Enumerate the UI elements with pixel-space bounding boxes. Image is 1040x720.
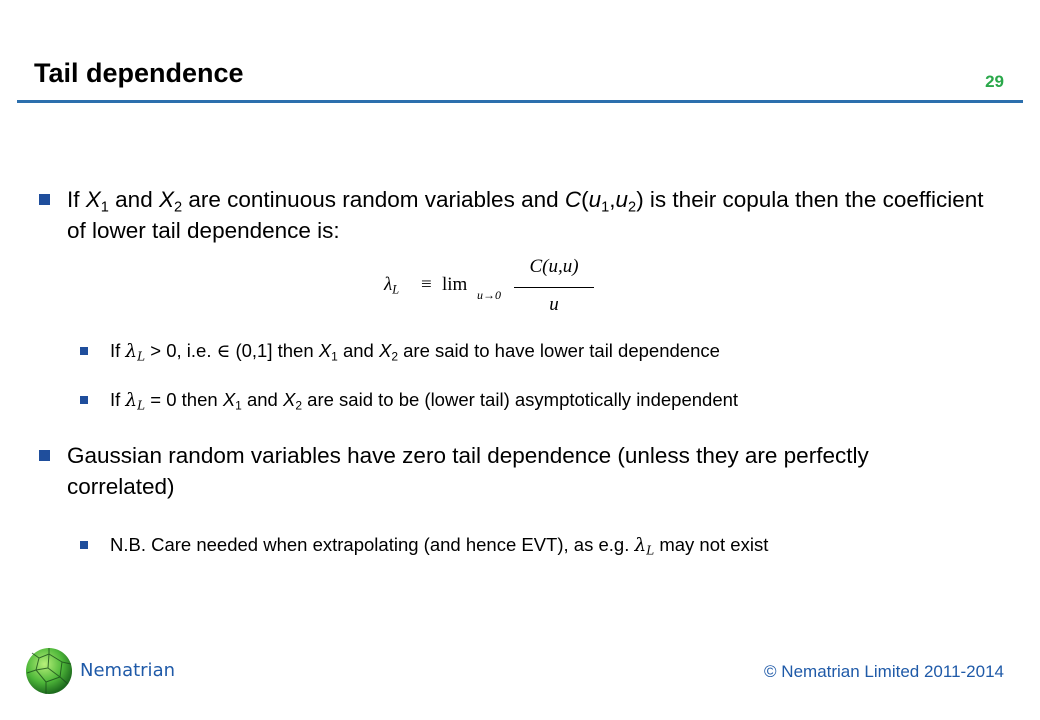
- bullet-text: If $X_1$ and $X_2$ are continuous random variables and $C(u_1,u_2)$ is their copula then the coefficient of lower tail dependence is:: [67, 187, 984, 243]
- copyright-notice: © Nematrian Limited 2011-2014: [764, 662, 1004, 681]
- green-polyhedron-icon: [24, 646, 74, 696]
- subbullet-nb-extrapolation: [80, 533, 980, 558]
- slide-title: Tail dependence: [34, 58, 244, 88]
- bullet-text: If $\lambda_L = 0$ then $X_1$ and $X_2$ are said to be (lower tail) asymptotically independent: [110, 389, 739, 413]
- bullet-gaussian: [39, 440, 939, 502]
- bullet-marker: [80, 396, 88, 404]
- slide-number: 29: [985, 72, 1004, 91]
- formula-equiv: ≡: [421, 274, 432, 295]
- bullet-marker: [80, 347, 88, 355]
- bullet-text: N.B. Care needed when extrapolating (and hence EVT), as e.g. $\lambda_L$ may not exist: [110, 534, 769, 558]
- subbullet-lower-tail-dependence: [80, 339, 980, 364]
- title-rule: [17, 100, 1023, 103]
- formula-lim: lim: [442, 274, 468, 295]
- brand-name: Nematrian: [80, 660, 176, 681]
- bullet-copula-definition: [39, 184, 989, 246]
- tail-dependence-formula: [384, 252, 604, 322]
- bullet-text: Gaussian random variables have zero tail dependence (unless they are perfectly correlated): [67, 443, 869, 499]
- formula-lim-subscript: u→0: [477, 288, 501, 302]
- subbullet-asymptotic-independence: [80, 388, 980, 413]
- formula-denominator: u: [549, 294, 559, 315]
- bullet-text: If $\lambda_L > 0$, i.e. ∈ (0,1] then $X_1$ and $X_2$ are said to have lower tail dependence: [110, 340, 720, 364]
- formula-lambda: $\lambda_L$: [384, 274, 400, 297]
- bullet-marker: [39, 450, 50, 461]
- bullet-marker: [39, 194, 50, 205]
- formula-fraction-bar: [514, 287, 594, 288]
- bullet-marker: [80, 541, 88, 549]
- formula-numerator: C(u,u): [529, 256, 579, 277]
